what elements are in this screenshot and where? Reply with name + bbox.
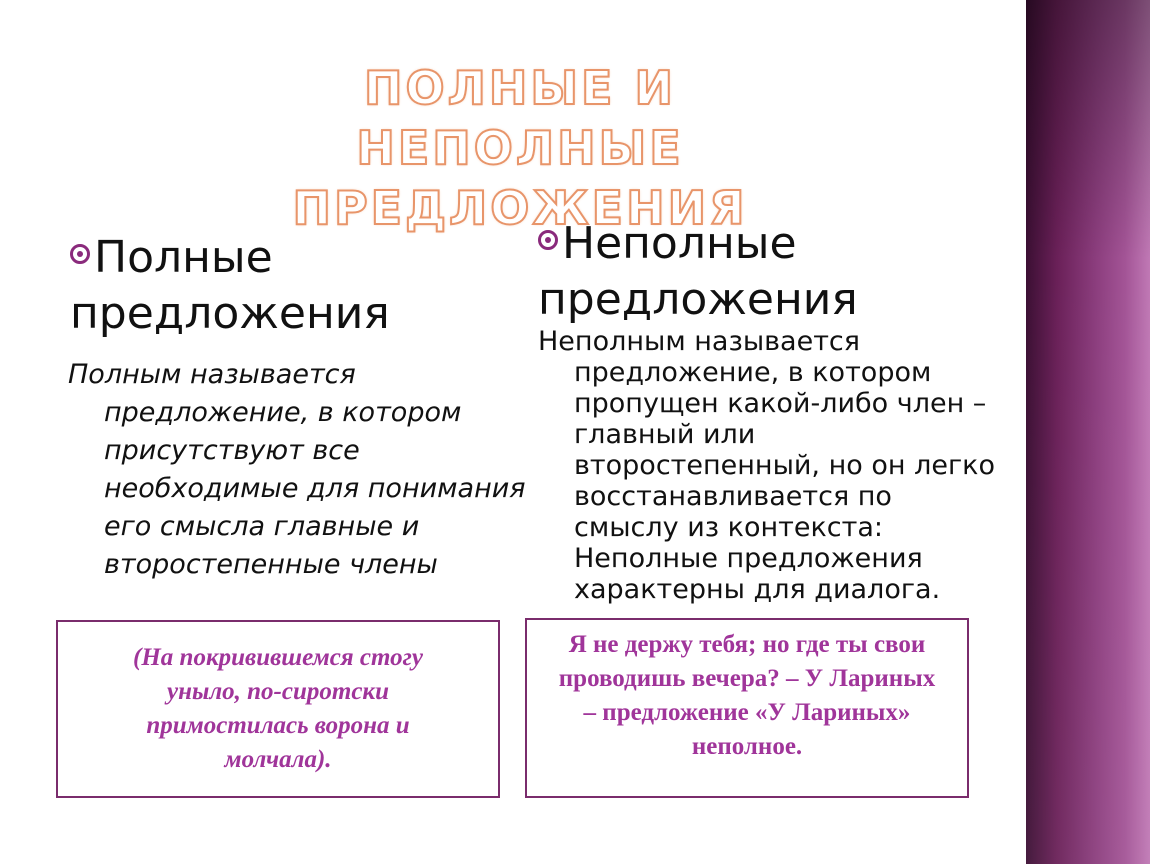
- left-definition: Полным называется предложение, в котором присутствуют все необходимые для понимания его смысла главные и второстепенные члены: [68, 359, 526, 580]
- left-example-text: (На покривившемся стогу уныло, по-сиротски примостилась ворона и молчала).: [133, 644, 423, 773]
- decorative-side-band: [1026, 0, 1150, 864]
- left-heading: [70, 230, 490, 342]
- right-heading-text: Неполные предложения: [538, 218, 858, 325]
- right-example-box: [525, 618, 969, 798]
- right-heading: [538, 216, 958, 328]
- slide-title: ПОЛНЫЕ И НЕПОЛНЫЕ ПРЕДЛОЖЕНИЯ: [292, 61, 748, 235]
- bullet-icon: [538, 230, 558, 250]
- bullet-icon: [70, 244, 90, 264]
- left-example-box: [56, 620, 500, 798]
- right-definition: Неполным называется предложение, в котором пропущен какой-либо член – главный или второстепенный, но он легко восстанавливается по смыслу из контекста: Неполные предложения характерны для диалога.: [538, 326, 995, 605]
- left-heading-text: Полные предложения: [70, 232, 390, 339]
- right-example-text: Я не держу тебя; но где ты свои проводишь вечера? – У Лариных – предложение «У Лариных» неполное.: [558, 631, 936, 760]
